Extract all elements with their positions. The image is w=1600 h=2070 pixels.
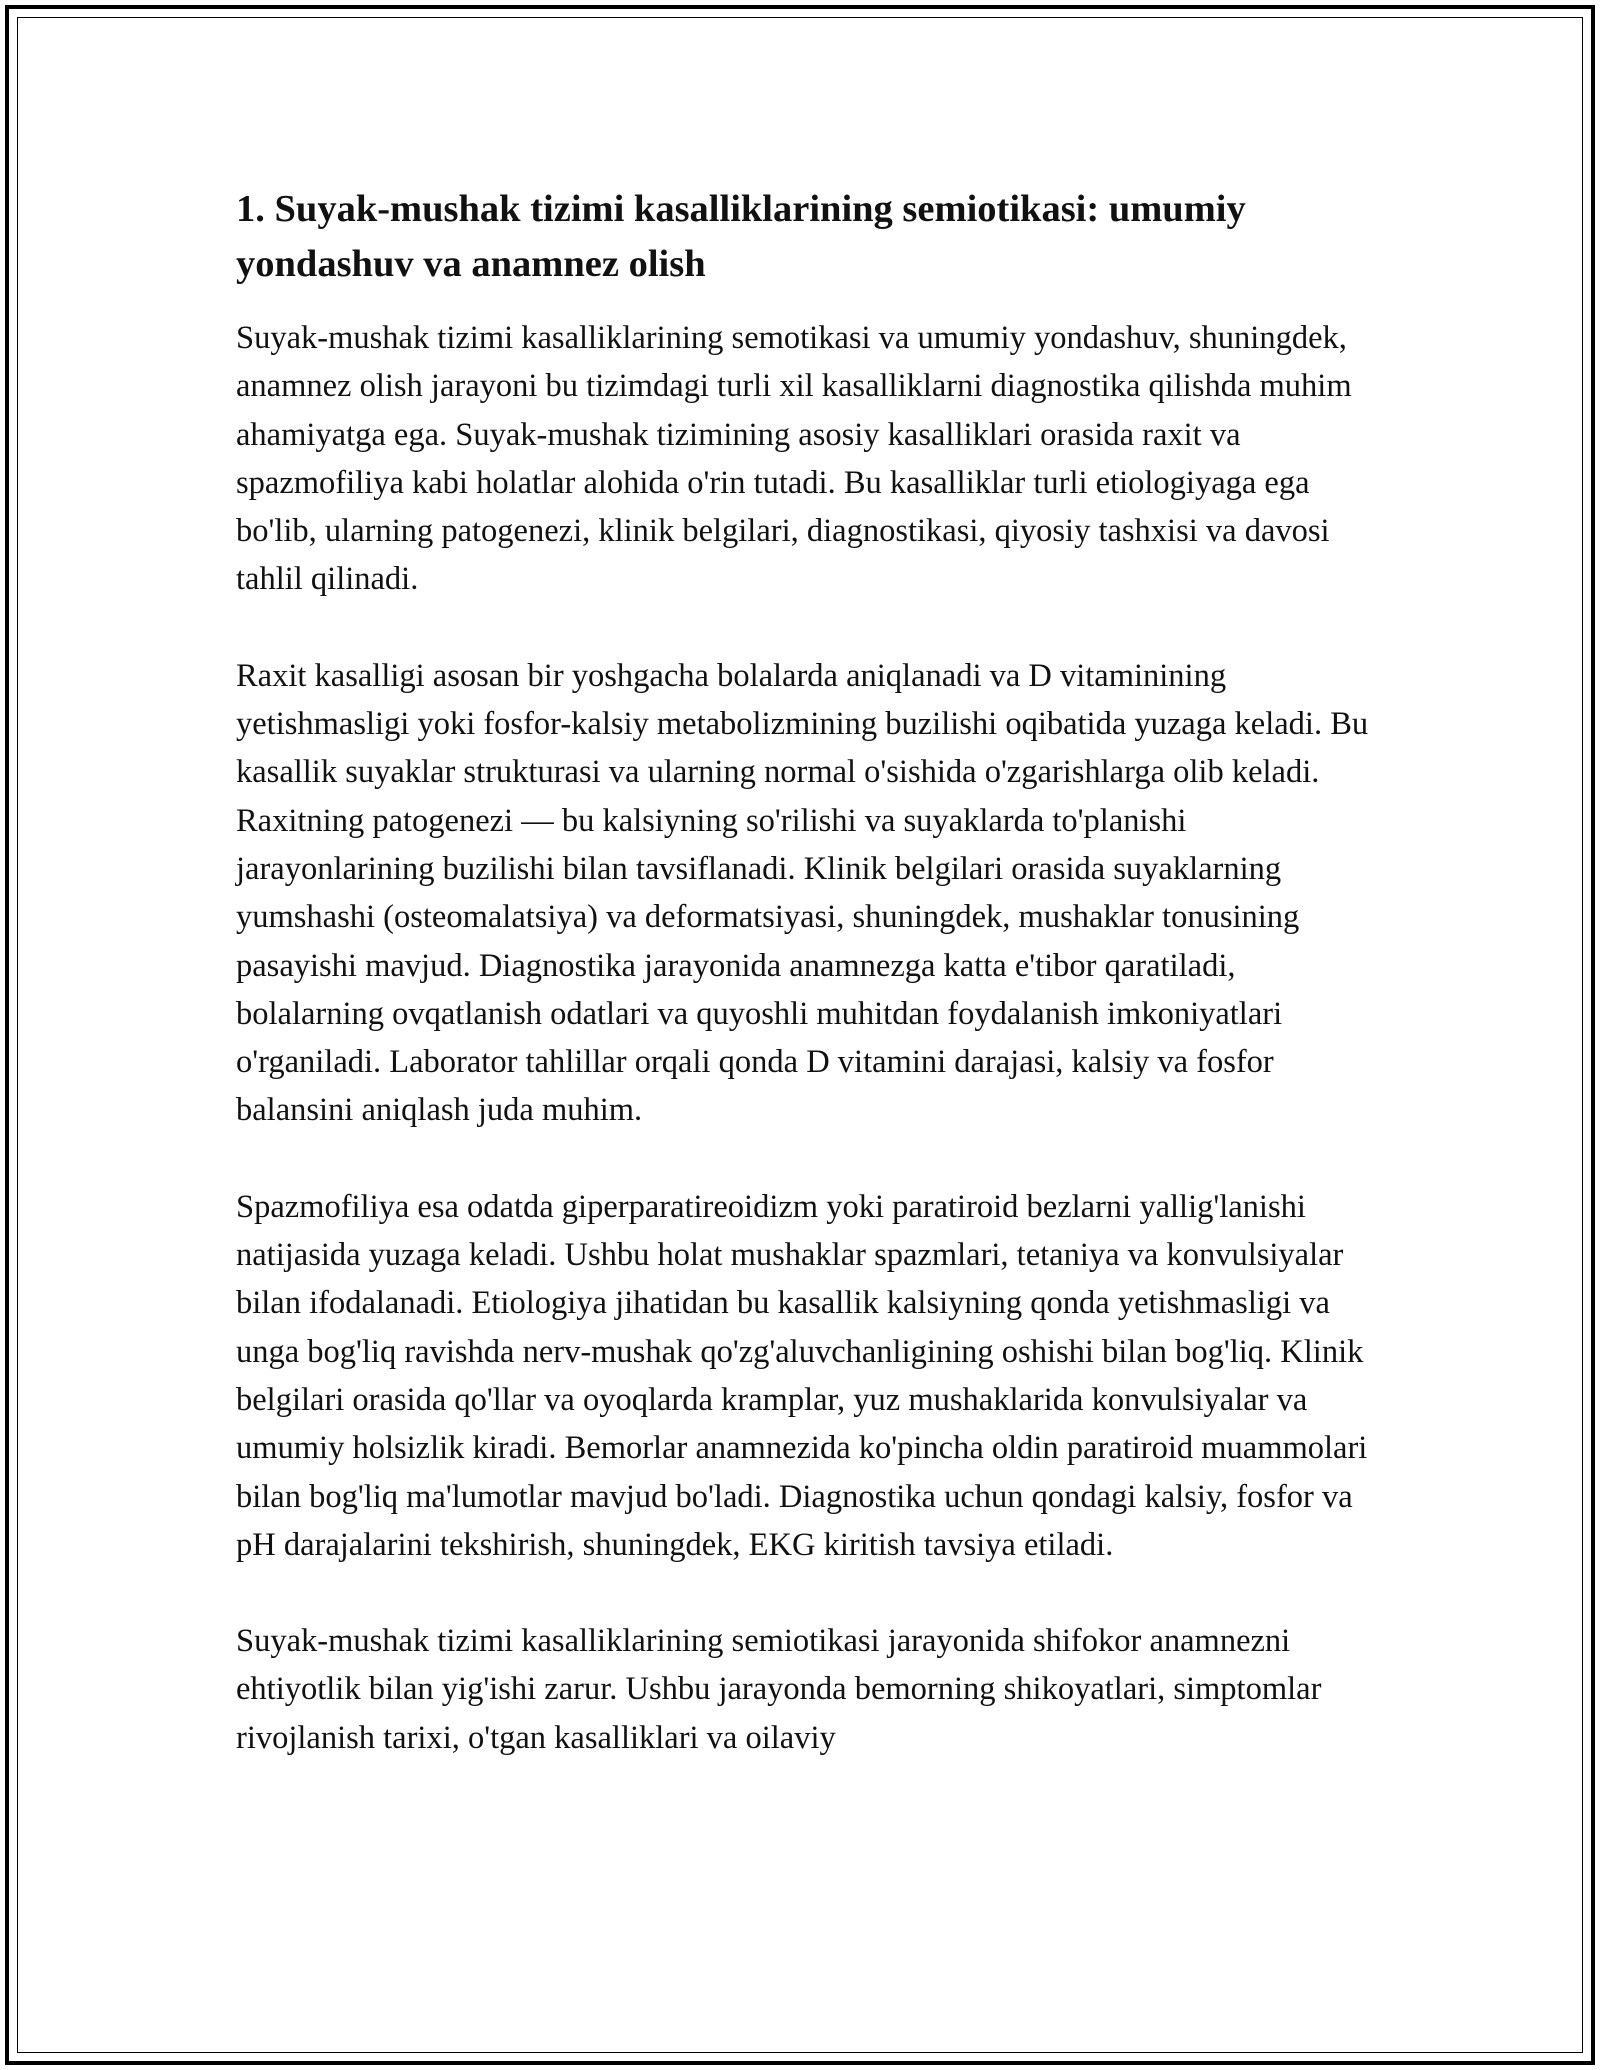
document-body — [236, 182, 1376, 1810]
section-heading: 1. Suyak-mushak tizimi kasalliklarining semiotikasi: umumiy yondashuv va anamnez olish — [236, 188, 1246, 285]
paragraph-raxit: Raxit kasalligi asosan bir yoshgacha bolalarda aniqlanadi va D vitaminining yetishmasligi yoki fosfor-kalsiy metabolizmining buzilishi oqibatida yuzaga keladi. Bu kasallik suyaklar strukturasi va ularning normal o'sishida o'zgarishlarga olib keladi. Raxitning patogenezi — bu kalsiyning so'rilishi va suyaklarda to'planishi jarayonlarining buzilishi bilan tavsiflanadi. Klinik belgilari orasida suyaklarning yumshashi (osteomalatsiya) va deformatsiyasi, shuningdek, mushaklar tonusining pasayishi mavjud. Diagnostika jarayonida anamnezga katta e'tibor qaratiladi, bolalarning ovqatlanish odatlari va quyoshli muhitdan foydalanish imkoniyatlari o'rganiladi. Laborator tahlillar orqali qonda D vitamini darajasi, kalsiy va fosfor balansini aniqlash juda muhim. — [236, 657, 1369, 1129]
paragraph-semiotika: Suyak-mushak tizimi kasalliklarining semiotikasi jarayonida shifokor anamnezni ehtiyotlik bilan yig'ishi zarur. Ushbu jarayonda bemorning shikoyatlari, simptomlar rivojlanish tarixi, o'tgan kasalliklari va oilaviy — [236, 1623, 1322, 1756]
paragraph-intro: Suyak-mushak tizimi kasalliklarining semotikasi va umumiy yondashuv, shuningdek, anamnez olish jarayoni bu tizimdagi turli xil kasalliklarni diagnostika qilishda muhim ahamiyatga ega. Suyak-mushak tizimining asosiy kasalliklari orasida raxit va spazmofiliya kabi holatlar alohida o'rin tutadi. Bu kasalliklar turli etiologiyaga ega bo'lib, ularning patogenezi, klinik belgilari, diagnostikasi, qiyosiy tashxisi va davosi tahlil qilinadi. — [236, 320, 1352, 598]
paragraph-spazmofiliya: Spazmofiliya esa odatda giperparatireoidizm yoki paratiroid bezlarni yallig'lanishi natijasida yuzaga keladi. Ushbu holat mushaklar spazmlari, tetaniya va konvulsiyalar bilan ifodalanadi. Etiologiya jihatidan bu kasallik kalsiyning qonda yetishmasligi va unga bog'liq ravishda nerv-mushak qo'zg'aluvchanligining oshishi bilan bog'liq. Klinik belgilari orasida qo'llar va oyoqlarda kramplar, yuz mushaklarida konvulsiyalar va umumiy holsizlik kiradi. Bemorlar anamnezida ko'pincha oldin paratiroid muammolari bilan bog'liq ma'lumotlar mavjud bo'ladi. Diagnostika uchun qondagi kalsiy, fosfor va pH darajalarini tekshirish, shuningdek, EKG kiritish tavsiya etiladi. — [236, 1188, 1368, 1563]
